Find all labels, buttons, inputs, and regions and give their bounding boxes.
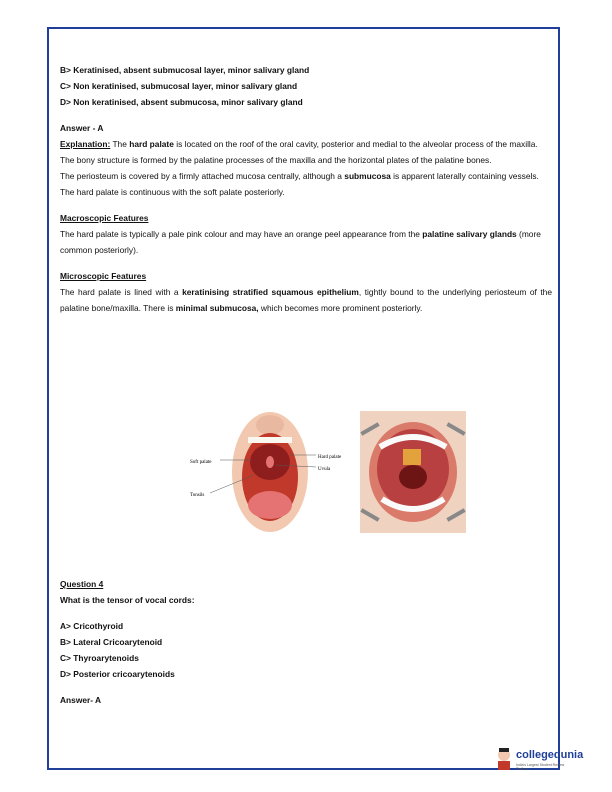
mascot-icon bbox=[494, 747, 514, 771]
q4-option-b: B> Lateral Cricoarytenoid bbox=[60, 637, 163, 647]
anatomy-illustration bbox=[0, 407, 612, 537]
question4-text: What is the tensor of vocal cords: bbox=[60, 595, 195, 605]
label-uvula: Uvula bbox=[318, 467, 331, 472]
micro-text: The hard palate is lined with a keratinising stratified squamous epithelium, tightly bound to the underlying periosteum of the palatine bone/maxilla. There is minimal submucosa, which becomes more prominent posteriorly. bbox=[60, 287, 552, 313]
document-body bbox=[60, 62, 552, 316]
palate-figures bbox=[0, 407, 612, 537]
question4-block bbox=[60, 576, 552, 708]
explanation-para1: Explanation: The hard palate is located on the roof of the oral cavity, posterior and medial to the alveolar process of the maxilla. bbox=[60, 139, 538, 149]
logo-text: collegedunia bbox=[516, 749, 584, 761]
explanation-label: Explanation: bbox=[60, 139, 111, 149]
label-hard-palate: Hard palate bbox=[318, 455, 342, 460]
micro-heading: Microscopic Features bbox=[60, 271, 147, 281]
q4-option-d: D> Posterior cricoarytenoids bbox=[60, 669, 175, 679]
q4-option-a: A> Cricothyroid bbox=[60, 621, 124, 631]
question4-heading: Question 4 bbox=[60, 579, 104, 589]
option-c: C> Non keratinised, submucosal layer, minor salivary gland bbox=[60, 81, 298, 91]
option-b: B> Keratinised, absent submucosal layer, minor salivary gland bbox=[60, 65, 310, 75]
explanation-para2: The bony structure is formed by the palatine processes of the maxilla and the horizontal plates of the palatine bones. bbox=[60, 155, 492, 165]
answer-q4: Answer- A bbox=[60, 695, 102, 705]
macro-text: The hard palate is typically a pale pink colour and may have an orange peel appearance from the palatine salivary glands (more common posteriorly). bbox=[60, 229, 541, 255]
open-mouth-figure bbox=[232, 412, 308, 532]
label-soft-palate: Soft palate bbox=[190, 460, 212, 465]
logo-tagline: India's Largest Student Review Platform bbox=[516, 763, 565, 771]
label-tonsils: Tonsils bbox=[190, 493, 205, 498]
option-d: D> Non keratinised, absent submucosa, minor salivary gland bbox=[60, 97, 303, 107]
answer-q3: Answer - A bbox=[60, 123, 104, 133]
collegedunia-logo bbox=[494, 745, 584, 777]
explanation-para3: The periosteum is covered by a firmly attached mucosa centrally, although a submucosa is apparent laterally containing vessels. The hard palate is continuous with the soft palate posteriorly. bbox=[60, 171, 539, 197]
q4-option-c: C> Thyroarytenoids bbox=[60, 653, 139, 663]
retracted-mouth-photo bbox=[360, 411, 466, 533]
macro-heading: Macroscopic Features bbox=[60, 213, 149, 223]
